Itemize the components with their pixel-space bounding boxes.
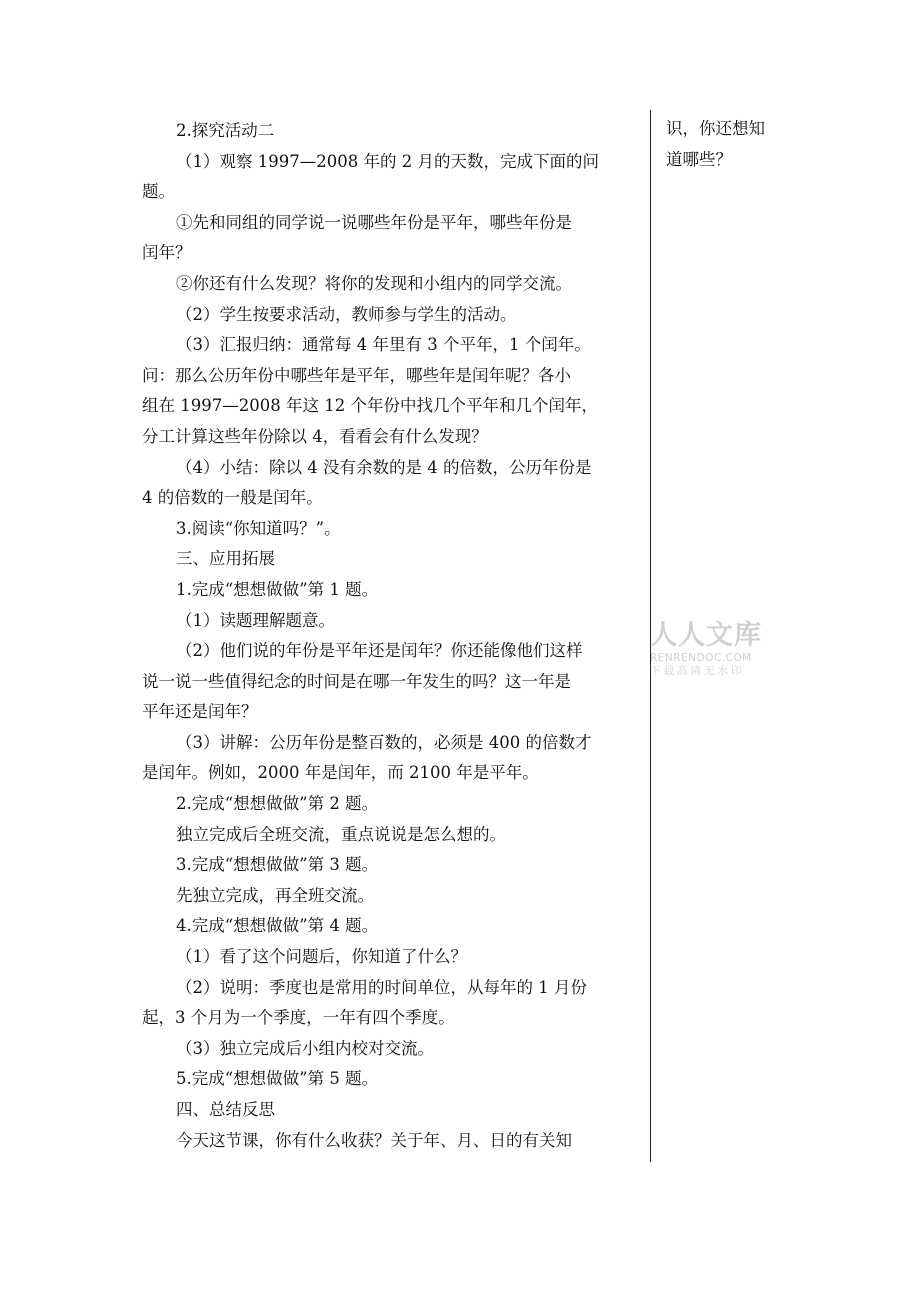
text-line: 独立完成后全班交流，重点说说是怎么想的。 [176,824,506,844]
text-line: 先独立完成，再全班交流。 [176,885,374,905]
watermark-url: RENRENDOC.COM [650,652,752,664]
text-line: 3.完成“想想做做”第 3 题。 [176,855,379,875]
text-line: 组在 1997—2008 年这 12 个年份中找几个平年和几个闰年， [142,396,598,416]
text-line: 3.阅读“你知道吗？”。 [176,518,341,538]
text-line: 今天这节课，你有什么收获？关于年、月、日的有关知 [176,1130,572,1150]
side-note-line: 道哪些？ [666,149,732,169]
watermark-title: 人人文库 [650,620,762,651]
watermark [650,620,775,678]
text-line: 是闰年。例如，2000 年是闰年，而 2100 年是平年。 [142,763,539,783]
text-line: 2.完成“想想做做”第 2 题。 [176,794,379,814]
text-line: （3）汇报归纳：通常每 4 年里有 3 个平年，1 个闰年。 [176,335,591,355]
text-line: 闰年？ [142,243,192,263]
text-line: 4 的倍数的一般是闰年。 [142,488,323,508]
text-line: 1.完成“想想做做”第 1 题。 [176,579,379,599]
side-note-line: 识，你还想知 [666,119,765,138]
text-line: （3）独立完成后小组内校对交流。 [176,1038,434,1058]
text-line: （1）看了这个问题后，你知道了什么？ [176,947,467,967]
text-line: （1）观察 1997—2008 年的 2 月的天数，完成下面的问 [176,151,599,171]
text-line: （2）他们说的年份是平年还是闰年？你还能像他们这样 [176,641,583,661]
text-line: （4）小结：除以 4 没有余数的是 4 的倍数，公历年份是 [176,457,592,477]
text-line: （3）讲解：公历年份是整百数的，必须是 400 的倍数才 [176,732,592,752]
text-line: 4.完成“想想做做”第 4 题。 [176,916,379,936]
text-line: 2.探究活动二 [176,121,275,140]
text-line: 5.完成“想想做做”第 5 题。 [176,1069,379,1089]
column-divider [650,110,651,1162]
text-line: 平年还是闰年？ [142,702,258,722]
text-line: 三、应用拓展 [176,549,275,569]
text-line: （2）说明：季度也是常用的时间单位，从每年的 1 月份 [176,977,587,997]
text-line: 问：那么公历年份中哪些年是平年，哪些年是闰年呢？各小 [142,365,571,385]
text-line: 说一说一些值得纪念的时间是在哪一年发生的吗？这一年是 [142,671,571,691]
text-line: ②你还有什么发现？将你的发现和小组内的同学交流。 [176,273,572,293]
watermark-subtitle: 下载高清无水印 [650,665,745,677]
side-note-column [666,114,796,175]
text-line: 分工计算这些年份除以 4，看看会有什么发现？ [142,426,488,446]
text-line: 起，3 个月为一个季度，一年有四个季度。 [142,1008,455,1028]
text-line: 题。 [142,182,175,202]
text-line: （1）读题理解题意。 [176,610,335,630]
text-line: 四、总结反思 [176,1100,275,1119]
main-text-column [142,116,642,1156]
text-line: ①先和同组的同学说一说哪些年份是平年，哪些年份是 [176,212,572,232]
text-line: （2）学生按要求活动，教师参与学生的活动。 [176,304,517,324]
